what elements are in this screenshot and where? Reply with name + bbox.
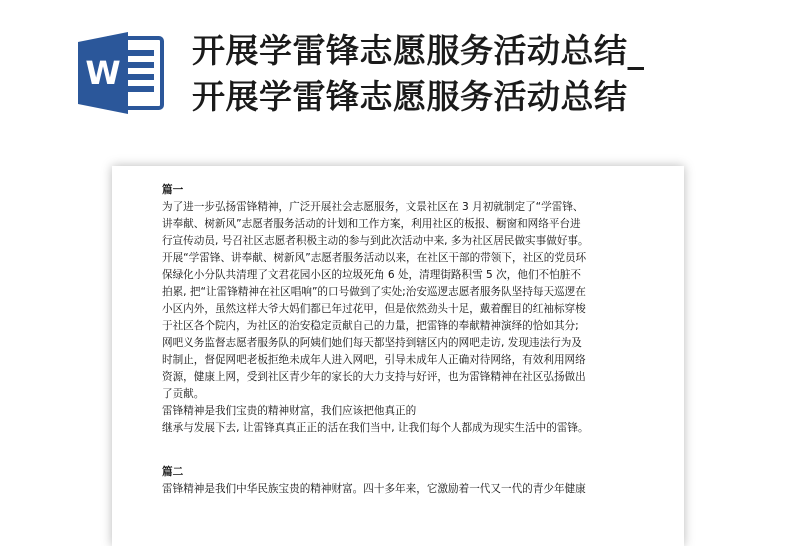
paragraph-line: 保绿化小分队共清理了文君花园小区的垃圾死角 6 处，清理街路积雪 5 次，他们不怕脏不 — [162, 269, 581, 281]
paragraph-line: 了贡献。 — [162, 388, 205, 400]
paragraph-line: 时制止，督促网吧老板拒绝未成年人进入网吧，引导未成年人正确对待网络，有效利用网络 — [162, 354, 586, 366]
paragraph-line: 拍累, 把“让雷锋精神在社区唱响”的口号做到了实处;治安巡逻志愿者服务队坚持每天巡逻在 — [162, 286, 586, 298]
paragraph-line: 开展“学雷锋、讲奉献、树新风”志愿者服务活动以来，在社区干部的带领下，社区的党员环 — [162, 252, 587, 264]
paragraph-line: 雷锋精神是我们宝贵的精神财富，我们应该把他真正的 — [162, 405, 417, 417]
document-header — [0, 0, 800, 150]
title-line-2: 开展学雷锋志愿服务活动总结 — [192, 77, 628, 116]
paragraph-line: 雷锋精神是我们中华民族宝贵的精神财富。四十多年来，它激励着一代又一代的青少年健康 — [162, 483, 586, 495]
title-line-1: 开展学雷锋志愿服务活动总结_ — [192, 31, 645, 70]
paragraph-line: 行宣传动员, 号召社区志愿者积极主动的参与到此次活动中来, 多为社区居民做实事做好事。 — [162, 235, 589, 247]
paragraph-line: 于社区各个院内，为社区的治安稳定贡献自己的力量，把雷锋的奉献精神演绎的恰如其分; — [162, 320, 579, 332]
paragraph-line: 讲奉献、树新风”志愿者服务活动的计划和工作方案，利用社区的板报、橱窗和网络平台进 — [162, 218, 581, 230]
paragraph-line: 为了进一步弘扬雷锋精神，广泛开展社会志愿服务，文景社区在 3 月初就制定了“学雷锋、 — [162, 201, 584, 213]
paragraph-line: 小区内外，虽然这样大爷大妈们都已年过花甲，但是依然劲头十足，戴着醒目的红袖标穿梭 — [162, 303, 586, 315]
word-document-icon — [76, 30, 164, 116]
document-content — [162, 182, 652, 498]
page-title — [192, 28, 782, 120]
word-icon-letter: W — [85, 54, 121, 92]
section-heading-2: 篇二 — [162, 466, 184, 478]
paragraph-line: 资源，健康上网，受到社区青少年的家长的大力支持与好评，也为雷锋精神在社区弘扬做出 — [162, 371, 586, 383]
section-spacer — [162, 437, 652, 464]
paragraph-line: 继承与发展下去, 让雷锋真真正正的活在我们当中, 让我们每个人都成为现实生活中的雷锋。 — [162, 422, 589, 434]
document-page-preview — [112, 166, 684, 546]
section-heading-1: 篇一 — [162, 184, 184, 196]
paragraph-line: 网吧义务监督志愿者服务队的阿姨们她们每天都坚持到辖区内的网吧走访, 发现违法行为及 — [162, 337, 582, 349]
